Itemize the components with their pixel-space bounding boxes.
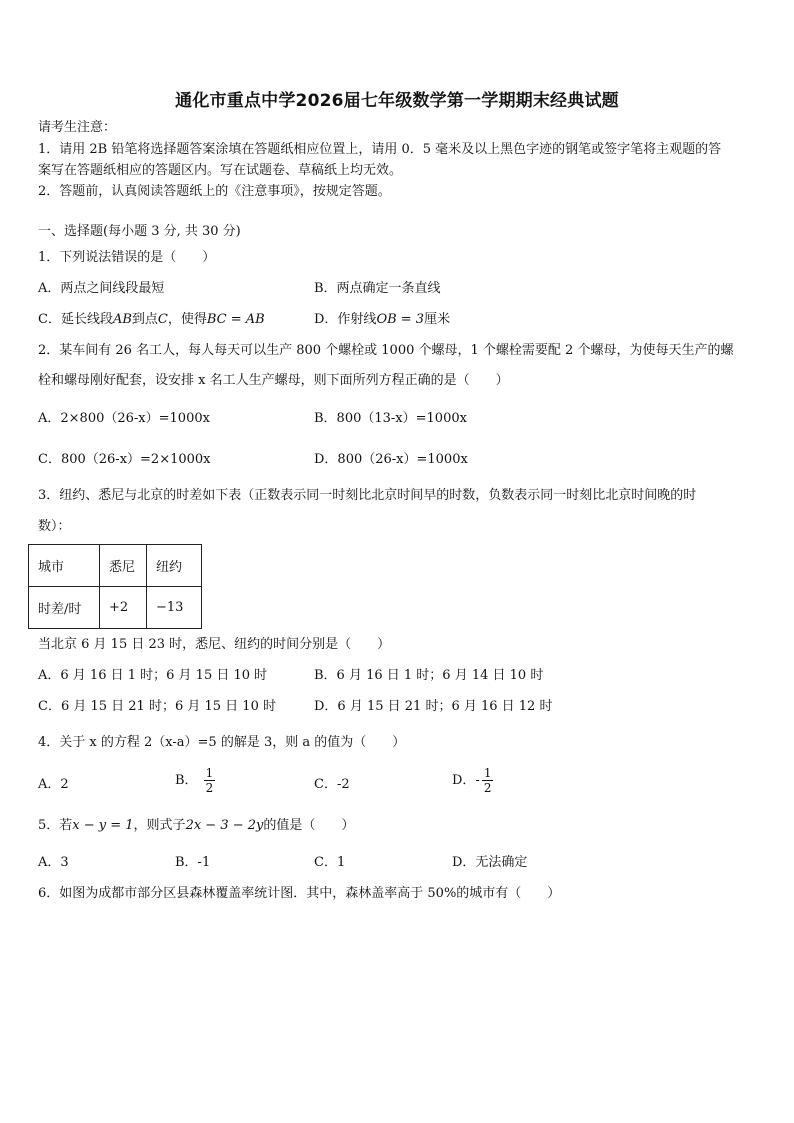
q4-option-b-label: B．: [175, 773, 198, 788]
q1-option-c: [38, 309, 265, 331]
q1-option-d-math: OB = 3: [376, 312, 425, 327]
q5-stem-text-1: 5．若: [38, 818, 73, 833]
q4-option-b-fraction: [204, 766, 216, 795]
q4-option-d-fraction: [482, 766, 494, 795]
table-cell-sydney: +2: [100, 587, 147, 629]
q4-option-a: A．2: [38, 777, 69, 792]
q6-stem: 6．如图为成都市部分区县森林覆盖率统计图．其中，森林盖率高于 50%的城市有（ ）: [38, 886, 561, 901]
q1-option-a: A．两点之间线段最短: [38, 281, 165, 296]
q3-option-d: D．6 月 15 日 21 时；6 月 16 日 12 时: [314, 699, 553, 714]
notice-header: 请考生注意：: [38, 120, 117, 135]
q5-option-b: B．-1: [175, 855, 211, 870]
q5-stem-text-3: 的值是（ ）: [263, 818, 355, 833]
q3-stem-line-1: 3．纽约、悉尼与北京的时差如下表（正数表示同一时刻比北京时间早的时数，负数表示同一时刻比北京时间晚的时: [38, 488, 697, 503]
timezone-table: [28, 544, 202, 629]
q5-option-c: C．1: [314, 855, 346, 870]
q1-option-c-math-2: C: [157, 312, 168, 327]
q4-option-d: [452, 766, 493, 795]
q1-option-c-text-2: 到点: [131, 312, 158, 327]
table-row: [29, 587, 202, 629]
q1-option-d-text-2: 厘米: [424, 312, 451, 327]
table-cell-label: 时差/时: [29, 587, 100, 629]
q3-option-c: C．6 月 15 日 21 时；6 月 15 日 10 时: [38, 699, 276, 714]
table-row: [29, 545, 202, 587]
q5-stem: [38, 815, 762, 837]
q4-stem: 4．关于 x 的方程 2（x-a）=5 的解是 3，则 a 的值为（ ）: [38, 735, 406, 750]
q4-option-d-label: D．-: [452, 773, 480, 788]
q1-option-d: [314, 309, 450, 331]
q1-stem: 1．下列说法错误的是（ ）: [38, 250, 216, 265]
exam-title: 通化市重点中学2026届七年级数学第一学期期末经典试题: [175, 91, 619, 111]
q2-option-a: A．2×800（26-x）=1000x: [38, 411, 210, 426]
table-header-sydney: 悉尼: [100, 545, 147, 587]
q1-option-c-text-1: C．延长线段: [38, 312, 113, 327]
q5-stem-text-2: ，则式子: [133, 818, 186, 833]
section-heading: 一、选择题(每小题 3 分, 共 30 分): [38, 224, 241, 239]
q4-option-c: C．-2: [314, 777, 350, 792]
notice-item-1-line-2: 案写在答题纸相应的答题区内。写在试题卷、草稿纸上均无效。: [38, 163, 403, 178]
q2-stem-line-1: 2．某车间有 26 名工人，每人每天可以生产 800 个螺栓或 1000 个螺母，1 个螺栓需要配 2 个螺母，为使每天生产的螺: [38, 343, 734, 358]
q2-stem-line-2: 栓和螺母刚好配套，设安排 x 名工人生产螺母，则下面所列方程正确的是（ ）: [38, 373, 509, 388]
q1-option-c-text-3: ，使得: [167, 312, 207, 327]
fraction-denominator: 2: [483, 781, 492, 795]
q5-option-d: D．无法确定: [452, 855, 528, 870]
notice-item-1-line-1: 1．请用 2B 铅笔将选择题答案涂填在答题纸相应位置上，请用 0．5 毫米及以上黑色字迹的钢笔或签字笔将主观题的答: [38, 142, 722, 157]
notice-item-2: 2．答题前，认真阅读答题纸上的《注意事项》，按规定答题。: [38, 184, 391, 199]
q5-option-a: A．3: [38, 855, 69, 870]
q1-option-c-math-1: AB: [112, 312, 132, 327]
q1-option-d-text-1: D．作射线: [314, 312, 377, 327]
q2-option-b: B．800（13-x）=1000x: [314, 411, 467, 426]
q4-option-b: [175, 766, 215, 795]
table-header-city: 城市: [29, 545, 100, 587]
fraction-denominator: 2: [205, 781, 214, 795]
q1-option-c-math-3: BC = AB: [206, 312, 265, 327]
q5-stem-math-2: 2x − 3 − 2y: [185, 818, 264, 833]
q1-option-b: B．两点确定一条直线: [314, 281, 441, 296]
q3-stem-line-2: 数）：: [38, 519, 71, 534]
q3-option-a: A．6 月 16 日 1 时；6 月 15 日 10 时: [38, 668, 268, 683]
fraction-numerator: 1: [205, 766, 214, 780]
q3-option-b: B．6 月 16 日 1 时；6 月 14 日 10 时: [314, 668, 544, 683]
table-cell-newyork: −13: [147, 587, 202, 629]
q3-question: 当北京 6 月 15 日 23 时，悉尼、纽约的时间分别是（ ）: [38, 637, 391, 652]
q5-stem-math-1: x − y = 1: [72, 818, 134, 833]
q2-option-c: C．800（26-x）=2×1000x: [38, 452, 211, 467]
table-header-newyork: 纽约: [147, 545, 202, 587]
q2-option-d: D．800（26-x）=1000x: [314, 452, 468, 467]
fraction-numerator: 1: [483, 766, 492, 780]
